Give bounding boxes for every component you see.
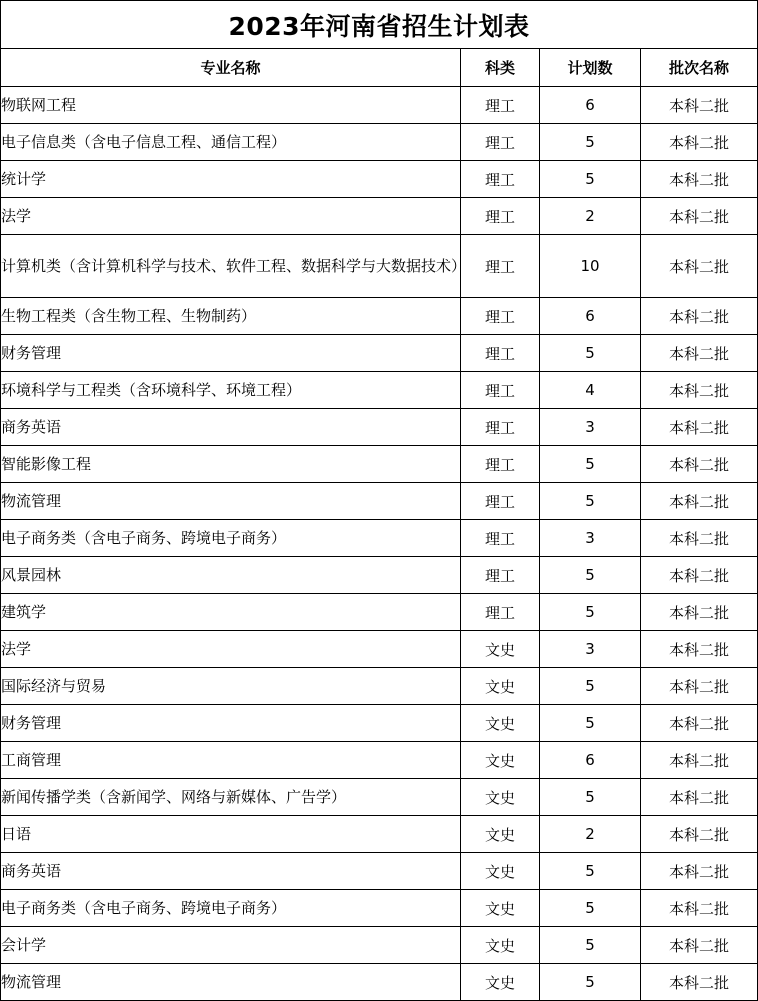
table-row bbox=[1, 124, 758, 161]
cell-category: 文史 bbox=[461, 742, 540, 779]
cell-batch: 本科二批 bbox=[641, 298, 758, 335]
table-row bbox=[1, 446, 758, 483]
cell-batch: 本科二批 bbox=[641, 705, 758, 742]
title-row bbox=[1, 1, 758, 49]
cell-major: 法学 bbox=[1, 631, 461, 668]
cell-batch: 本科二批 bbox=[641, 161, 758, 198]
cell-category: 理工 bbox=[461, 594, 540, 631]
cell-major: 国际经济与贸易 bbox=[1, 668, 461, 705]
cell-plan: 5 bbox=[540, 890, 641, 927]
cell-category: 理工 bbox=[461, 198, 540, 235]
cell-batch: 本科二批 bbox=[641, 372, 758, 409]
table-row bbox=[1, 705, 758, 742]
cell-plan: 5 bbox=[540, 853, 641, 890]
cell-major: 财务管理 bbox=[1, 705, 461, 742]
table-body bbox=[1, 1, 758, 1001]
cell-major: 统计学 bbox=[1, 161, 461, 198]
cell-major: 计算机类（含计算机科学与技术、软件工程、数据科学与大数据技术） bbox=[1, 235, 461, 298]
cell-plan: 5 bbox=[540, 668, 641, 705]
cell-batch: 本科二批 bbox=[641, 87, 758, 124]
table-row bbox=[1, 927, 758, 964]
table-row bbox=[1, 483, 758, 520]
cell-batch: 本科二批 bbox=[641, 335, 758, 372]
cell-plan: 10 bbox=[540, 235, 641, 298]
header-batch: 批次名称 bbox=[641, 49, 758, 87]
cell-plan: 5 bbox=[540, 557, 641, 594]
cell-category: 理工 bbox=[461, 161, 540, 198]
cell-batch: 本科二批 bbox=[641, 964, 758, 1001]
cell-batch: 本科二批 bbox=[641, 779, 758, 816]
table-row bbox=[1, 853, 758, 890]
header-category: 科类 bbox=[461, 49, 540, 87]
cell-major: 商务英语 bbox=[1, 409, 461, 446]
cell-batch: 本科二批 bbox=[641, 668, 758, 705]
cell-plan: 3 bbox=[540, 520, 641, 557]
cell-major: 日语 bbox=[1, 816, 461, 853]
cell-batch: 本科二批 bbox=[641, 124, 758, 161]
table-row bbox=[1, 742, 758, 779]
cell-major: 物联网工程 bbox=[1, 87, 461, 124]
cell-category: 文史 bbox=[461, 927, 540, 964]
cell-major: 环境科学与工程类（含环境科学、环境工程） bbox=[1, 372, 461, 409]
cell-plan: 5 bbox=[540, 335, 641, 372]
cell-plan: 5 bbox=[540, 927, 641, 964]
table-row bbox=[1, 520, 758, 557]
table-row bbox=[1, 816, 758, 853]
cell-batch: 本科二批 bbox=[641, 235, 758, 298]
cell-major: 电子商务类（含电子商务、跨境电子商务） bbox=[1, 890, 461, 927]
cell-plan: 5 bbox=[540, 964, 641, 1001]
table-row bbox=[1, 235, 758, 298]
table-row bbox=[1, 198, 758, 235]
cell-category: 理工 bbox=[461, 298, 540, 335]
cell-major: 工商管理 bbox=[1, 742, 461, 779]
cell-category: 理工 bbox=[461, 409, 540, 446]
cell-category: 文史 bbox=[461, 853, 540, 890]
cell-plan: 5 bbox=[540, 705, 641, 742]
cell-major: 电子商务类（含电子商务、跨境电子商务） bbox=[1, 520, 461, 557]
cell-category: 理工 bbox=[461, 483, 540, 520]
cell-plan: 5 bbox=[540, 779, 641, 816]
cell-batch: 本科二批 bbox=[641, 853, 758, 890]
table-row bbox=[1, 87, 758, 124]
cell-category: 理工 bbox=[461, 446, 540, 483]
table-row bbox=[1, 964, 758, 1001]
header-row bbox=[1, 49, 758, 87]
cell-batch: 本科二批 bbox=[641, 557, 758, 594]
cell-category: 理工 bbox=[461, 124, 540, 161]
cell-category: 理工 bbox=[461, 520, 540, 557]
cell-batch: 本科二批 bbox=[641, 594, 758, 631]
cell-batch: 本科二批 bbox=[641, 446, 758, 483]
table-row bbox=[1, 409, 758, 446]
cell-batch: 本科二批 bbox=[641, 520, 758, 557]
table-row bbox=[1, 161, 758, 198]
cell-plan: 5 bbox=[540, 124, 641, 161]
cell-plan: 5 bbox=[540, 483, 641, 520]
cell-category: 文史 bbox=[461, 964, 540, 1001]
cell-plan: 6 bbox=[540, 87, 641, 124]
table-row bbox=[1, 668, 758, 705]
cell-category: 理工 bbox=[461, 335, 540, 372]
table-row bbox=[1, 779, 758, 816]
cell-major: 智能影像工程 bbox=[1, 446, 461, 483]
table-row bbox=[1, 594, 758, 631]
cell-plan: 5 bbox=[540, 594, 641, 631]
cell-category: 文史 bbox=[461, 779, 540, 816]
cell-category: 文史 bbox=[461, 668, 540, 705]
cell-category: 文史 bbox=[461, 705, 540, 742]
cell-category: 文史 bbox=[461, 890, 540, 927]
cell-major: 会计学 bbox=[1, 927, 461, 964]
cell-category: 文史 bbox=[461, 816, 540, 853]
cell-batch: 本科二批 bbox=[641, 198, 758, 235]
cell-category: 文史 bbox=[461, 631, 540, 668]
cell-plan: 4 bbox=[540, 372, 641, 409]
cell-major: 新闻传播学类（含新闻学、网络与新媒体、广告学） bbox=[1, 779, 461, 816]
table-row bbox=[1, 372, 758, 409]
cell-plan: 5 bbox=[540, 161, 641, 198]
cell-batch: 本科二批 bbox=[641, 816, 758, 853]
cell-plan: 6 bbox=[540, 298, 641, 335]
table-row bbox=[1, 335, 758, 372]
cell-major: 生物工程类（含生物工程、生物制药） bbox=[1, 298, 461, 335]
cell-batch: 本科二批 bbox=[641, 631, 758, 668]
table-row bbox=[1, 631, 758, 668]
cell-plan: 2 bbox=[540, 198, 641, 235]
cell-batch: 本科二批 bbox=[641, 927, 758, 964]
cell-major: 物流管理 bbox=[1, 964, 461, 1001]
cell-category: 理工 bbox=[461, 372, 540, 409]
cell-major: 风景园林 bbox=[1, 557, 461, 594]
header-major: 专业名称 bbox=[1, 49, 461, 87]
cell-plan: 2 bbox=[540, 816, 641, 853]
table-row bbox=[1, 557, 758, 594]
cell-major: 建筑学 bbox=[1, 594, 461, 631]
cell-major: 财务管理 bbox=[1, 335, 461, 372]
cell-batch: 本科二批 bbox=[641, 409, 758, 446]
cell-batch: 本科二批 bbox=[641, 483, 758, 520]
table-row bbox=[1, 298, 758, 335]
header-plan: 计划数 bbox=[540, 49, 641, 87]
cell-plan: 5 bbox=[540, 446, 641, 483]
cell-plan: 3 bbox=[540, 631, 641, 668]
cell-batch: 本科二批 bbox=[641, 742, 758, 779]
cell-major: 电子信息类（含电子信息工程、通信工程） bbox=[1, 124, 461, 161]
cell-batch: 本科二批 bbox=[641, 890, 758, 927]
cell-plan: 6 bbox=[540, 742, 641, 779]
table-title: 2023年河南省招生计划表 bbox=[1, 1, 758, 49]
cell-category: 理工 bbox=[461, 557, 540, 594]
cell-category: 理工 bbox=[461, 87, 540, 124]
cell-major: 商务英语 bbox=[1, 853, 461, 890]
cell-category: 理工 bbox=[461, 235, 540, 298]
table-row bbox=[1, 890, 758, 927]
cell-plan: 3 bbox=[540, 409, 641, 446]
cell-major: 法学 bbox=[1, 198, 461, 235]
cell-major: 物流管理 bbox=[1, 483, 461, 520]
